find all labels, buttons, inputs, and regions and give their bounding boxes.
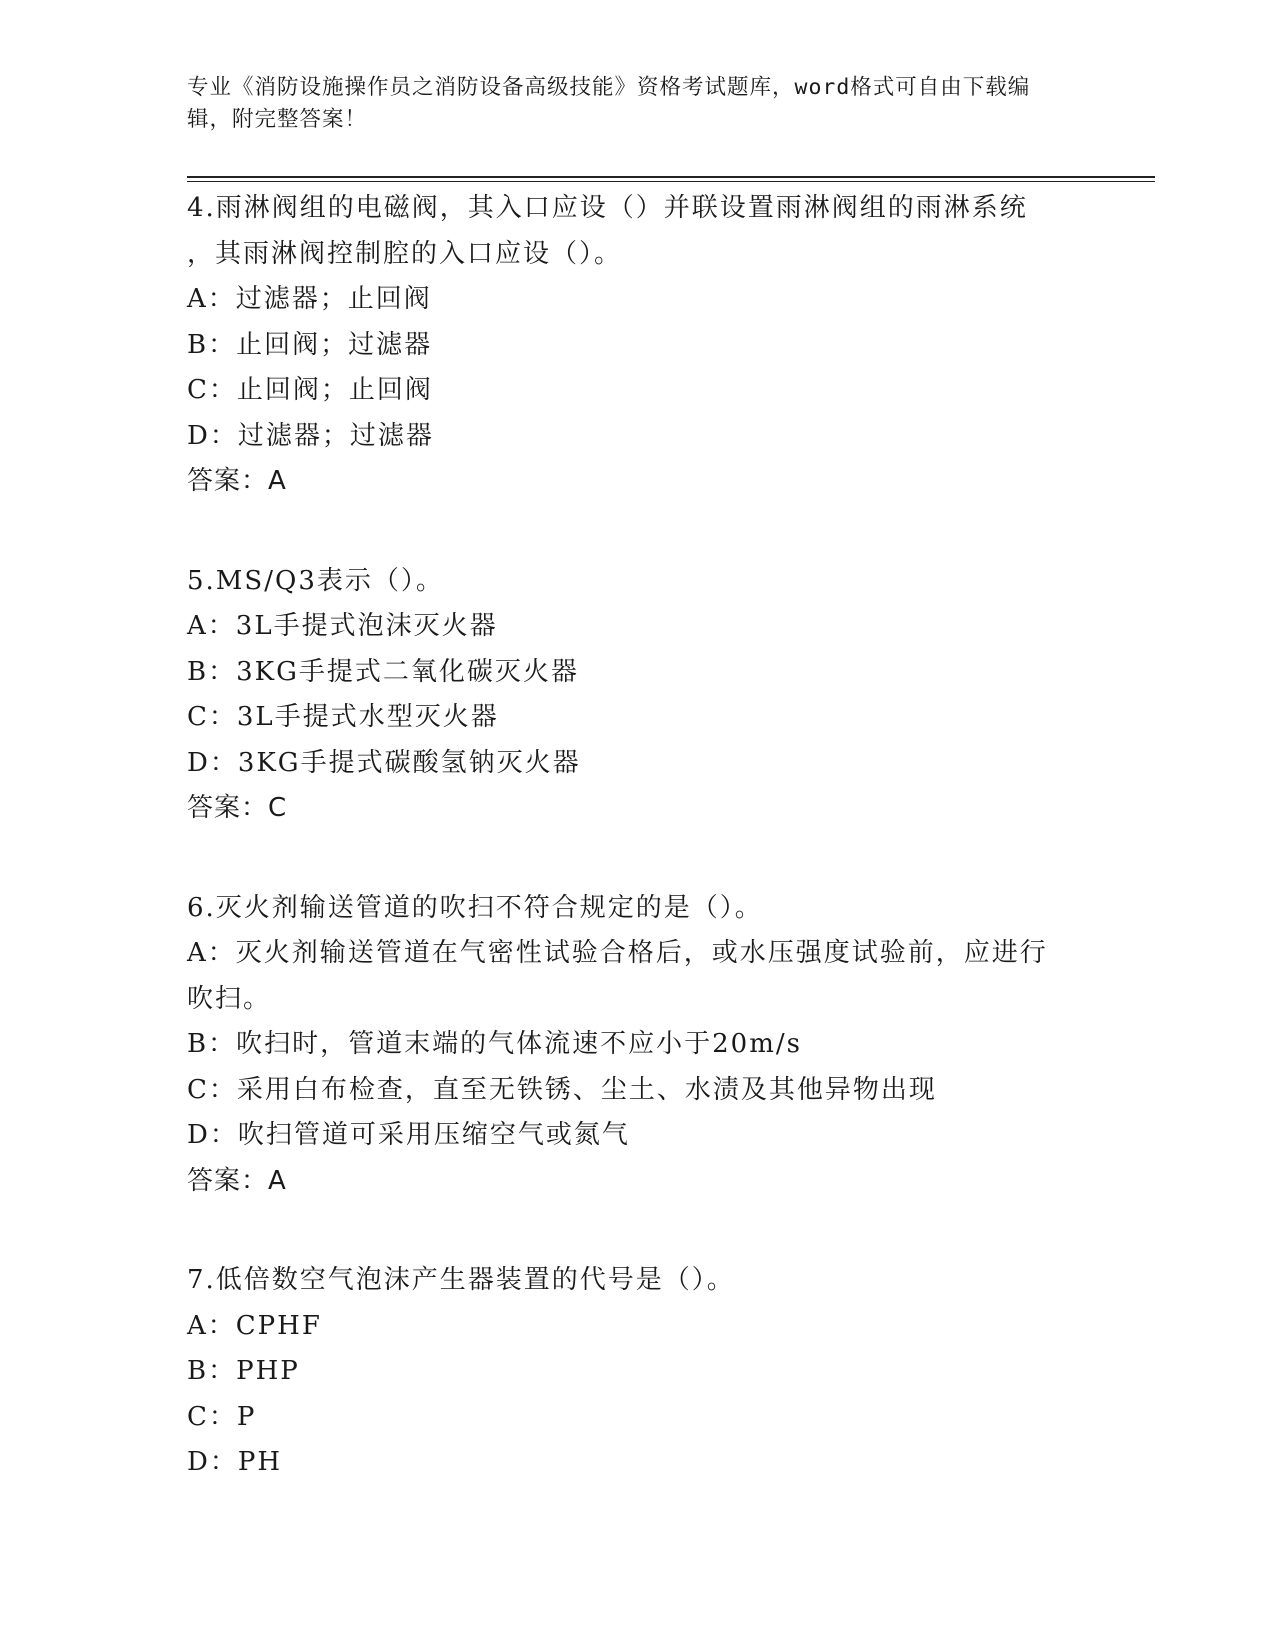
question-stem: 4.雨淋阀组的电磁阀，其入口应设（）并联设置雨淋阀组的雨淋系统 (187, 193, 1028, 223)
option-d: D：过滤器；过滤器 (187, 420, 434, 451)
option-c: C：采用白布检查，直至无铁锈、尘土、水渍及其他异物出现 (187, 1074, 937, 1105)
option-d: D：PH (187, 1447, 283, 1477)
question-7 (187, 1258, 1077, 1486)
question-list (187, 186, 1077, 1540)
option-d: D：3KG手提式碳酸氢钠灭火器 (187, 747, 581, 778)
option-b: B：吹扫时，管道末端的气体流速不应小于20m/s (187, 1029, 802, 1059)
option-c: C：3L手提式水型灭火器 (187, 702, 499, 732)
option-d: D：吹扫管道可采用压缩空气或氮气 (187, 1120, 630, 1150)
question-stem: 6.灭火剂输送管道的吹扫不符合规定的是（）。 (187, 892, 763, 923)
option-b: B：3KG手提式二氧化碳灭火器 (187, 656, 579, 687)
divider-thick (187, 176, 1155, 178)
option-b: B：PHP (187, 1356, 300, 1386)
document-page (187, 72, 1147, 136)
answer-label: 答案：A (187, 1165, 287, 1196)
option-c: C：P (187, 1401, 257, 1432)
option-c: C：止回阀；止回阀 (187, 375, 433, 405)
question-4 (187, 186, 1077, 505)
question-6 (187, 886, 1077, 1205)
option-a: A：CPHF (187, 1310, 322, 1341)
answer-label: 答案：C (187, 793, 288, 823)
question-stem: 7.低倍数空气泡沫产生器装置的代号是（）。 (187, 1265, 735, 1295)
option-b: B：止回阀；过滤器 (187, 329, 433, 360)
option-a: A：过滤器；止回阀 (187, 284, 432, 314)
option-a: A：灭火剂输送管道在气密性试验合格后，或水压强度试验前，应进行 (187, 938, 1048, 968)
question-5 (187, 559, 1077, 832)
question-stem: ，其雨淋阀控制腔的入口应设（）。 (187, 238, 623, 269)
option-a-continued: 吹扫。 (187, 983, 272, 1014)
document-header: 专业《消防设施操作员之消防设备高级技能》资格考试题库，word格式可自由下载编辑，附完整答案！ (187, 75, 1031, 132)
divider-thin (187, 181, 1155, 182)
answer-label: 答案：A (187, 466, 287, 496)
header-divider (187, 176, 1155, 182)
question-stem: 5.MS/Q3表示（）。 (187, 565, 444, 596)
option-a: A：3L手提式泡沫灭火器 (187, 611, 498, 641)
